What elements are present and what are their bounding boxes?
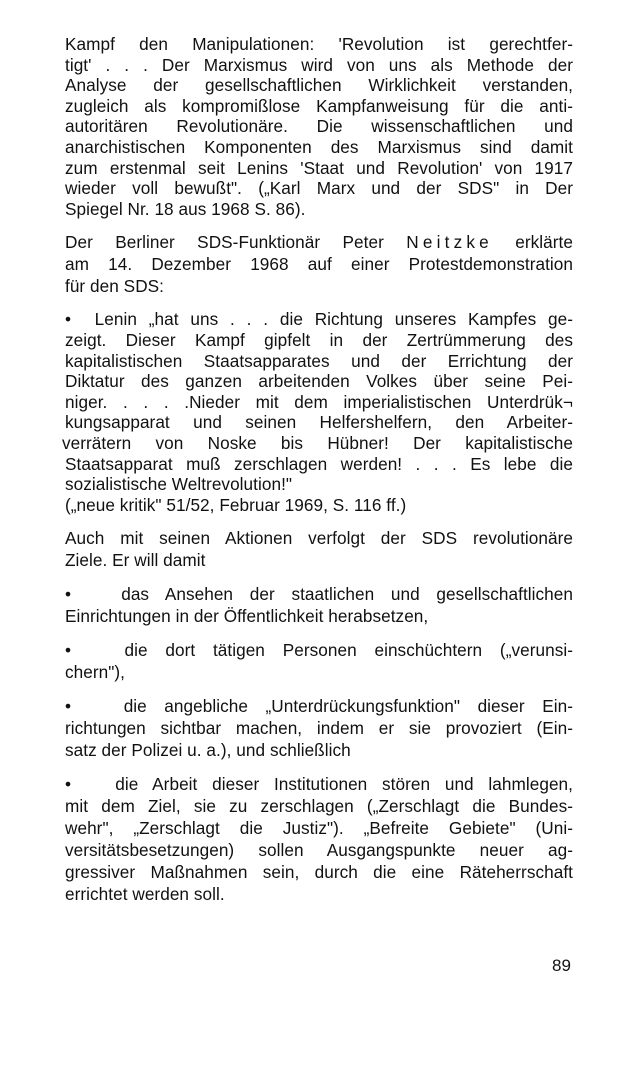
text-line: für den SDS: [65, 276, 164, 297]
paragraph-lenin-quote [62, 309, 573, 515]
text-line: tigt' . . . Der Marxismus wird von uns als Methode der [65, 54, 573, 75]
text-line [65, 695, 573, 717]
text-line: Kampf den Manipulationen: 'Revolution ist gerechtfer- [65, 34, 573, 54]
text-line: Spiegel Nr. 18 aus 1968 S. 86). [65, 198, 306, 219]
text-line: wieder voll bewußt". („Karl Marx und der SDS" in Der [65, 178, 573, 199]
paragraph-neitzke-intro [65, 231, 573, 297]
page-number: 89 [552, 956, 571, 975]
text-line: gressiver Maßnahmen sein, durch die eine Räteherrschaft [65, 862, 573, 883]
text-line: zeigt. Dieser Kampf gipfelt in der Zertrümmerung des [65, 329, 573, 350]
text-fragment: das Ansehen der staatlichen und gesellschaftlichen [121, 584, 573, 605]
text-fragment: die Arbeit dieser Institutionen stören und lahmlegen, [115, 774, 573, 795]
text-line: sozialistische Weltrevolution!" [65, 474, 293, 495]
text-line: errichtet werden soll. [65, 884, 225, 905]
text-fragment: erklärte [515, 232, 573, 253]
text-line: kungsapparat und seinen Helfershelfern, den Arbeiter- [65, 412, 573, 433]
text-line: zum erstenmal seit Lenins 'Staat und Revolution' von 1917 [65, 157, 573, 178]
text-line: mit dem Ziel, sie zu zerschlagen („Zerschlagt die Bundes- [65, 796, 573, 817]
text-line: satz der Polizei u. a.), und schließlich [65, 740, 351, 761]
bullet-item [65, 773, 573, 905]
bullet-item [65, 639, 573, 683]
text-line: am 14. Dezember 1968 auf einer Protestdemonstration [65, 254, 573, 275]
text-fragment: die dort tätigen Personen einschüchtern („verunsi- [124, 640, 573, 661]
bullet-icon: • [65, 774, 72, 795]
text-line [65, 583, 573, 605]
text-line [65, 309, 573, 330]
bullet-icon: • [65, 640, 72, 661]
bullet-icon: • [65, 584, 72, 605]
text-line: Analyse der gesellschaftlichen Wirklichkeit verstanden, [65, 75, 573, 96]
text-line: richtungen sichtbar machen, indem er sie provoziert (Ein- [65, 718, 573, 739]
bullet-icon: • [65, 696, 72, 717]
paragraph-spiegel-quote [65, 34, 573, 219]
citation: („neue kritik" 51/52, Februar 1969, S. 116 ff.) [65, 494, 407, 515]
paragraph-sds-goals-intro [65, 527, 573, 571]
bullet-icon: • [65, 309, 72, 330]
text-line: niger. . . . .Nieder mit dem imperialistischen Unterdrük¬ [65, 391, 573, 412]
bullet-item [65, 583, 573, 627]
text-line: kapitalistischen Staatsapparates und der Errichtung der [65, 350, 573, 371]
text-line: versitätsbesetzungen) sollen Ausgangspunkte neuer ag- [65, 840, 573, 861]
text-line: Ziele. Er will damit [65, 550, 206, 571]
text-line [65, 639, 573, 661]
text-line: zugleich als kompromißlose Kampfanweisung für die anti- [65, 95, 573, 116]
text-fragment: Der Berliner SDS-Funktionär Peter [65, 232, 384, 253]
person-name-spaced: Neitzke [406, 232, 493, 253]
bullet-item [65, 695, 573, 761]
text-line: Staatsapparat muß zerschlagen werden! . . . Es lebe die [65, 453, 573, 474]
text-line: autoritären Revolutionäre. Die wissenschaftlichen und [65, 116, 573, 137]
text-line: Diktatur des ganzen arbeitenden Volkes über seine Pei- [65, 371, 573, 392]
text-line: chern"), [65, 662, 125, 683]
text-line: anarchistischen Komponenten des Marxismus sind damit [65, 136, 573, 157]
text-line [65, 231, 573, 253]
document-page [62, 34, 573, 917]
text-line [65, 773, 573, 795]
text-fragment: die angebliche „Unterdrückungsfunktion" dieser Ein- [123, 696, 573, 717]
text-line: Auch mit seinen Aktionen verfolgt der SDS revolutionäre [65, 528, 573, 549]
text-line: wehr", „Zerschlagt die Justiz"). „Befreite Gebiete" (Uni- [65, 818, 573, 839]
text-line: verrätern von Noske bis Hübner! Der kapitalistische [62, 432, 573, 453]
text-fragment: Lenin „hat uns . . . die Richtung unseres Kampfes ge- [94, 309, 573, 330]
text-line: Einrichtungen in der Öffentlichkeit herabsetzen, [65, 606, 429, 627]
